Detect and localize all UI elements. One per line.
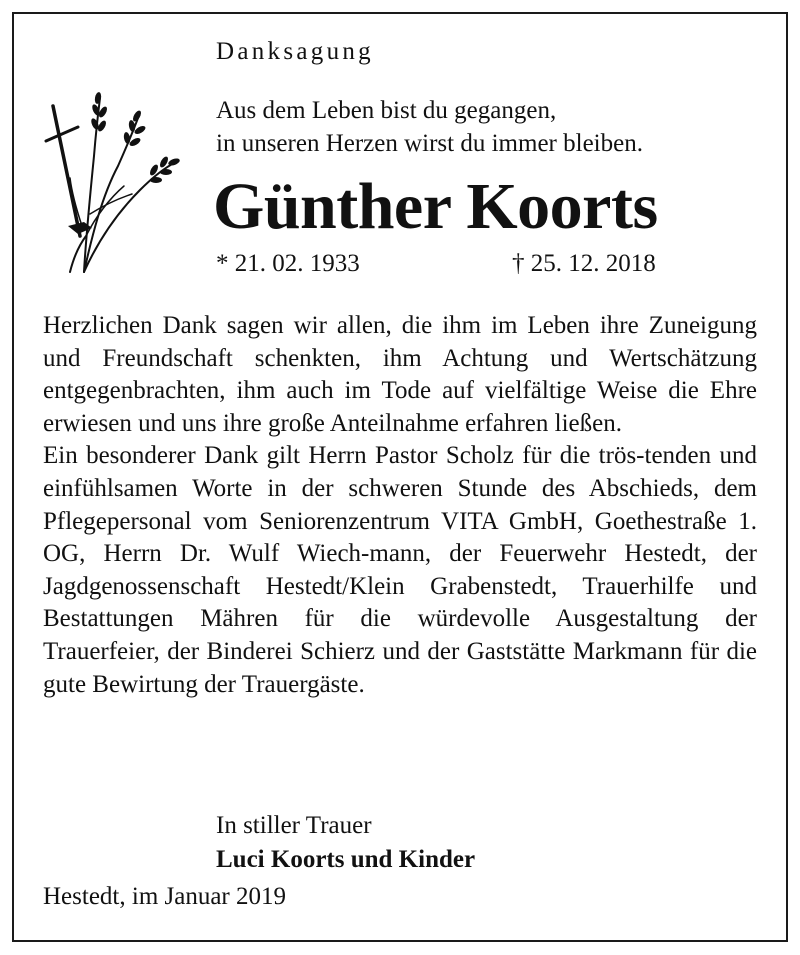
thanks-paragraph: Ein besonderer Dank gilt Herrn Pastor Scholz für die trös-tenden und einfühlsamen Worte in der schweren Stunde des Abschieds, dem Pflegepersonal vom Seniorenzentrum VITA GmbH, Goethestraße 1. OG, Herrn Dr. Wulf Wiech-mann, der Feuerwehr Hestedt, der Jagdgenossenschaft Hestedt/Klein Grabenstedt, Trauerhilfe und Bestattungen Mähren für die würdevolle Ausgestaltung der Trauerfeier, der Binderei Schierz und der Gaststätte Markmann für die gute Bewirtung der Trauergäste. [43, 442, 757, 698]
cross-and-wheat-icon [40, 86, 190, 276]
life-dates [216, 250, 696, 280]
birth-date: * 21. 02. 1933 [216, 250, 360, 277]
deceased-name: Günther Koorts [213, 170, 658, 243]
verse-line: in unseren Herzen wirst du immer bleiben. [216, 130, 643, 157]
verse-line: Aus dem Leben bist du gegangen, [216, 97, 557, 124]
place-and-date: Hestedt, im Januar 2019 [43, 883, 287, 910]
closing-phrase: In stiller Trauer [216, 812, 372, 839]
memorial-verse [216, 94, 643, 160]
closing-block [216, 809, 475, 877]
death-date: † 25. 12. 2018 [512, 250, 656, 277]
thanks-paragraph: Herzlichen Dank sagen wir allen, die ihm im Leben ihre Zuneigung und Freundschaft schenkten, ihm Achtung und Wertschätzung entgegenbrachten, ihm auch im Tode auf vielfältige Weise die Ehre erwiesen und uns ihre große Anteilnahme erfahren ließen. [43, 312, 757, 437]
notice-heading: Danksagung [216, 38, 374, 65]
signers: Luci Koorts und Kinder [216, 846, 476, 873]
thanks-text [43, 310, 757, 701]
